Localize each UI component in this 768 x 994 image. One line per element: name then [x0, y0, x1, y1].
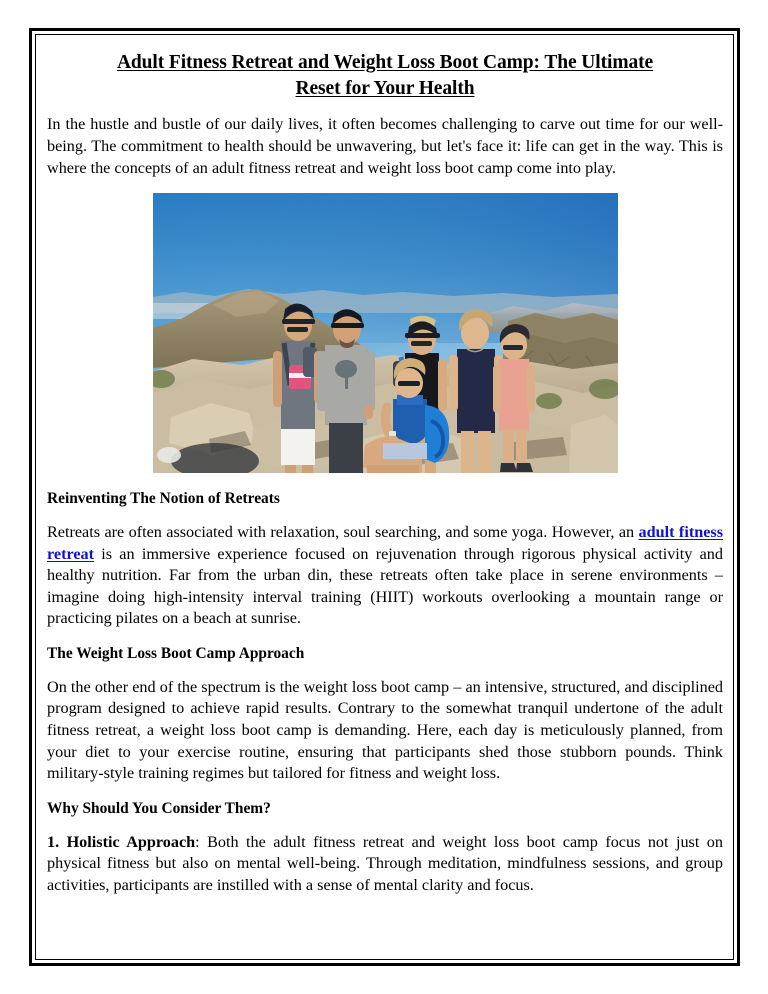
- intro-paragraph: In the hustle and bustle of our daily lives, it often becomes challenging to carve out time for our well-being. The commitment to health should be unwavering, but let's face it: life can get in the way. This is where the concepts of an adult fitness retreat and weight loss boot camp come into play.: [47, 115, 723, 177]
- section-heading-boot-camp: The Weight Loss Boot Camp Approach: [47, 644, 305, 662]
- list-item-body: : Both the adult fitness retreat and weight loss boot camp focus not just on physical fitness but also on mental well-being. Through meditation, mindfulness sessions, and group activities, participants are instilled with a sense of mental clarity and focus.: [47, 832, 723, 894]
- list-item-label: 1. Holistic Approach: [47, 832, 196, 851]
- list-item-holistic-approach: [47, 832, 723, 897]
- document-content: [47, 50, 723, 896]
- page-title: [47, 50, 723, 101]
- retreats-text-after-link: is an immersive experience focused on rejuvenation through rigorous physical activity and healthy nutrition. Far from the urban din, these retreats often take place in serene environments – imagine doing high-intensity interval training (HIIT) workouts overlooking a mountain range or practicing pilates on a beach at sunrise.: [47, 544, 723, 628]
- section-body-boot-camp: On the other end of the spectrum is the weight loss boot camp – an intensive, structured, and disciplined program designed to achieve rapid results. Contrary to the somewhat tranquil undertone of the adult fitness retreat, a weight loss boot camp is demanding. Here, each day is meticulously planned, from your diet to your exercise routine, ensuring that participants shed those stubborn pounds. Think military-style training regimes but tailored for fitness and weight loss.: [47, 677, 723, 783]
- page-title-line-2: Reset for Your Health: [295, 77, 475, 99]
- figure-container: [47, 193, 723, 473]
- page-title-line-1: Adult Fitness Retreat and Weight Loss Boot Camp: The Ultimate: [116, 52, 654, 73]
- hikers-photo: [153, 193, 618, 473]
- retreats-text-before-link: Retreats are often associated with relaxation, soul searching, and some yoga. However, an: [47, 523, 639, 542]
- section-heading-retreats: Reinventing The Notion of Retreats: [47, 490, 280, 508]
- section-body-retreats: [47, 522, 723, 630]
- adult-fitness-retreat-link[interactable]: adult fitness retreat: [47, 523, 723, 563]
- section-heading-why-consider: Why Should You Consider Them?: [47, 799, 271, 817]
